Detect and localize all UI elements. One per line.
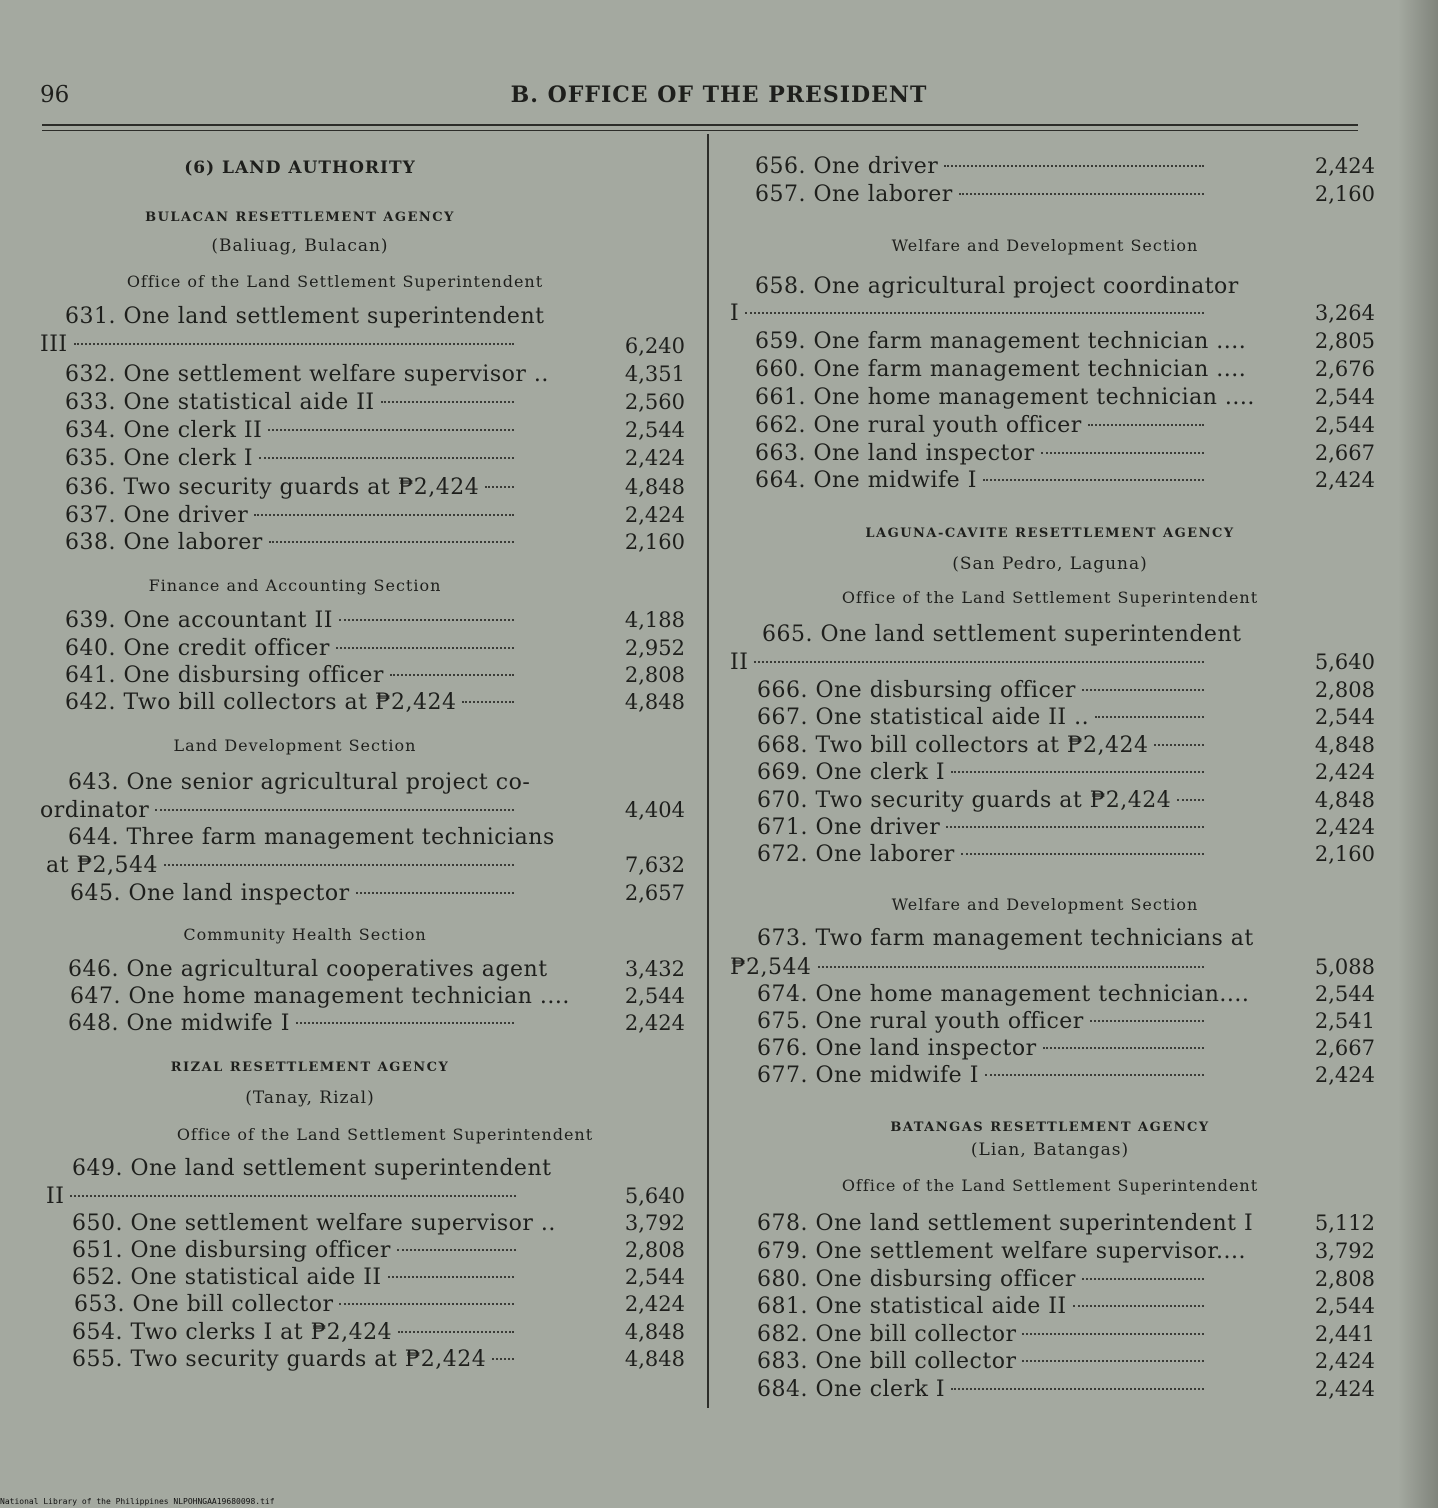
item-line xyxy=(755,468,1210,498)
item-amount: 2,544 xyxy=(1314,705,1375,729)
dot-leader xyxy=(356,892,514,894)
item-text: 650. One settlement welfare supervisor .. xyxy=(72,1211,556,1236)
item-text: 652. One statistical aide II xyxy=(72,1265,382,1290)
item-text: 644. Three farm management technicians xyxy=(68,825,555,850)
dot-leader xyxy=(944,165,1204,167)
item-text: 655. Two security guards at ₱2,424 xyxy=(72,1347,487,1372)
item-line xyxy=(65,636,520,666)
item-line xyxy=(68,1011,520,1041)
item-text: at ₱2,544 xyxy=(46,853,158,878)
dot-leader xyxy=(268,429,514,431)
item-amount: 4,848 xyxy=(624,1320,685,1344)
item-text: 645. One land inspector xyxy=(70,881,350,906)
item-amount: 4,848 xyxy=(1314,788,1375,812)
item-amount: 3,792 xyxy=(624,1211,685,1235)
item-text: 658. One agricultural project coordinator xyxy=(755,274,1239,299)
item-text: 641. One disbursing officer xyxy=(65,663,384,688)
item-line xyxy=(72,1211,556,1241)
item-text: 633. One statistical aide II xyxy=(65,390,375,415)
dot-leader xyxy=(985,1074,1204,1076)
item-amount: 4,848 xyxy=(1314,733,1375,757)
dot-leader xyxy=(1177,799,1204,801)
dot-leader xyxy=(818,966,1204,968)
item-text: 636. Two security guards at ₱2,424 xyxy=(65,475,480,500)
dot-leader xyxy=(961,853,1204,855)
item-text: 656. One driver xyxy=(755,154,939,179)
item-line xyxy=(757,842,1210,872)
item-text: 677. One midwife I xyxy=(757,1063,979,1088)
dot-leader xyxy=(398,1331,514,1333)
item-line xyxy=(755,413,1210,443)
item-line xyxy=(70,881,520,911)
item-amount: 2,424 xyxy=(1314,815,1375,839)
item-line xyxy=(755,329,1247,359)
item-text: II xyxy=(46,1184,65,1209)
item-amount: 2,160 xyxy=(624,530,685,554)
dot-leader xyxy=(296,1022,514,1024)
item-line xyxy=(40,332,520,362)
item-line xyxy=(757,788,1210,818)
subsection-heading: Office of the Land Settlement Superintendent xyxy=(841,588,1259,607)
item-text: 668. Two bill collectors at ₱2,424 xyxy=(757,733,1149,758)
item-text: 643. One senior agricultural project co- xyxy=(68,770,531,795)
item-amount: 2,808 xyxy=(624,663,685,687)
item-amount: 3,792 xyxy=(1314,1239,1375,1263)
agency-location: (Baliuag, Bulacan) xyxy=(211,236,389,256)
item-amount: 3,264 xyxy=(1314,301,1375,325)
item-text: 676. One land inspector xyxy=(757,1036,1037,1061)
item-text: 673. Two farm management technicians at xyxy=(757,926,1254,951)
subsection-heading: Land Development Section xyxy=(173,736,417,755)
item-line xyxy=(65,446,520,476)
item-amount: 2,160 xyxy=(1314,182,1375,206)
dot-leader xyxy=(951,771,1204,773)
item-line xyxy=(72,1347,520,1377)
item-line xyxy=(757,1377,1210,1407)
dot-leader xyxy=(1082,1278,1204,1280)
header-rule-thin xyxy=(42,130,1358,131)
item-amount: 2,424 xyxy=(1314,1349,1375,1373)
item-amount: 5,640 xyxy=(624,1184,685,1208)
item-text: 638. One laborer xyxy=(65,530,263,555)
item-line xyxy=(730,955,1210,985)
item-amount: 2,160 xyxy=(1314,842,1375,866)
item-line xyxy=(65,663,520,693)
item-text: 661. One home management technician .... xyxy=(755,385,1255,410)
subsection-heading: Welfare and Development Section xyxy=(891,236,1199,255)
item-text: 671. One driver xyxy=(757,815,941,840)
dot-leader xyxy=(259,457,514,459)
dot-leader xyxy=(485,486,514,488)
item-amount: 2,544 xyxy=(624,418,685,442)
item-text: 637. One driver xyxy=(65,503,249,528)
item-text: 662. One rural youth officer xyxy=(755,413,1082,438)
scan-edge-shadow xyxy=(1398,0,1438,1508)
dot-leader xyxy=(946,826,1204,828)
item-line xyxy=(65,475,520,505)
item-text: 631. One land settlement superintendent xyxy=(65,304,545,329)
item-amount: 2,805 xyxy=(1314,329,1375,353)
subsection-heading: Office of the Land Settlement Superintendent xyxy=(176,1125,594,1144)
item-text: 646. One agricultural cooperatives agent xyxy=(68,957,548,982)
item-amount: 3,432 xyxy=(624,957,685,981)
item-line xyxy=(65,390,520,420)
item-amount: 2,544 xyxy=(1314,982,1375,1006)
item-text: 663. One land inspector xyxy=(755,441,1035,466)
item-line xyxy=(757,1239,1246,1269)
item-text: 666. One disbursing officer xyxy=(757,678,1076,703)
item-text: 642. Two bill collectors at ₱2,424 xyxy=(65,690,457,715)
dot-leader xyxy=(339,1303,514,1305)
item-line xyxy=(755,385,1255,415)
item-amount: 4,848 xyxy=(624,690,685,714)
item-line xyxy=(757,1322,1210,1352)
dot-leader xyxy=(1022,1360,1204,1362)
item-line xyxy=(757,760,1210,790)
agency-location: (San Pedro, Laguna) xyxy=(952,554,1148,574)
dot-leader xyxy=(381,401,514,403)
item-text: 678. One land settlement superintendent I xyxy=(757,1211,1254,1236)
dot-leader xyxy=(155,809,514,811)
item-amount: 7,632 xyxy=(624,853,685,877)
item-amount: 2,544 xyxy=(624,984,685,1008)
column-divider xyxy=(707,134,709,1408)
dot-leader xyxy=(951,1388,1204,1390)
agency-heading: RIZAL RESETTLEMENT AGENCY xyxy=(170,1060,450,1075)
item-line xyxy=(757,1036,1210,1066)
item-amount: 4,351 xyxy=(624,362,685,386)
item-text: 640. One credit officer xyxy=(65,636,330,661)
item-amount: 2,424 xyxy=(1314,154,1375,178)
item-line xyxy=(65,503,520,533)
item-line xyxy=(65,690,520,720)
item-text: 664. One midwife I xyxy=(755,468,977,493)
item-text: 670. Two security guards at ₱2,424 xyxy=(757,788,1172,813)
item-line xyxy=(757,733,1210,763)
agency-heading: BULACAN RESETTLEMENT AGENCY xyxy=(145,210,455,225)
header-rule xyxy=(42,124,1358,126)
subsection-heading: Community Health Section xyxy=(183,925,427,944)
item-text: 674. One home management technician.... xyxy=(757,982,1250,1007)
item-amount: 2,808 xyxy=(1314,678,1375,702)
item-amount: 2,808 xyxy=(1314,1267,1375,1291)
item-amount: 2,657 xyxy=(624,881,685,905)
subsection-heading: Welfare and Development Section xyxy=(891,895,1199,914)
dot-leader xyxy=(397,1249,516,1251)
item-text: 680. One disbursing officer xyxy=(757,1267,1076,1292)
item-text: III xyxy=(40,332,68,357)
subsection-heading: Office of the Land Settlement Superintendent xyxy=(841,1176,1259,1195)
dot-leader xyxy=(269,541,514,543)
item-amount: 2,667 xyxy=(1314,1036,1375,1060)
item-line xyxy=(757,815,1210,845)
item-amount: 2,667 xyxy=(1314,441,1375,465)
item-text: 654. Two clerks I at ₱2,424 xyxy=(72,1320,393,1345)
item-amount: 4,188 xyxy=(624,608,685,632)
page-number: 96 xyxy=(40,82,70,108)
item-line xyxy=(757,705,1210,735)
section-title: (6) LAND AUTHORITY xyxy=(184,158,416,178)
item-line xyxy=(755,154,1210,184)
item-line xyxy=(730,301,1210,331)
item-text: 669. One clerk I xyxy=(757,760,946,785)
dot-leader xyxy=(74,343,514,345)
subsection-heading: Office of the Land Settlement Superintendent xyxy=(126,272,544,291)
dot-leader xyxy=(492,1358,514,1360)
item-amount: 4,848 xyxy=(624,475,685,499)
item-line xyxy=(70,984,570,1014)
item-amount: 2,541 xyxy=(1314,1009,1375,1033)
dot-leader xyxy=(390,674,514,676)
item-text: 665. One land settlement superintendent xyxy=(762,622,1242,647)
item-text: 684. One clerk I xyxy=(757,1377,946,1402)
item-line xyxy=(757,1267,1210,1297)
agency-heading: BATANGAS RESETTLEMENT AGENCY xyxy=(890,1120,1210,1135)
item-line xyxy=(68,957,548,987)
item-line xyxy=(46,853,520,883)
item-line xyxy=(65,530,520,560)
dot-leader xyxy=(1095,716,1204,718)
item-line xyxy=(72,1320,520,1350)
item-line xyxy=(65,418,520,448)
item-line xyxy=(755,357,1247,387)
item-amount: 6,240 xyxy=(624,334,685,358)
item-amount: 2,544 xyxy=(1314,1294,1375,1318)
item-line xyxy=(757,1294,1210,1324)
item-amount: 2,952 xyxy=(624,636,685,660)
item-text: 675. One rural youth officer xyxy=(757,1009,1084,1034)
item-text: II xyxy=(730,650,749,675)
dot-leader xyxy=(959,193,1204,195)
item-text: 682. One bill collector xyxy=(757,1322,1017,1347)
item-line xyxy=(757,1211,1254,1241)
dot-leader xyxy=(70,1195,516,1197)
item-amount: 2,560 xyxy=(624,390,685,414)
dot-leader xyxy=(1022,1333,1204,1335)
dot-leader xyxy=(254,514,514,516)
item-amount: 5,088 xyxy=(1314,955,1375,979)
item-text: 659. One farm management technician .... xyxy=(755,329,1247,354)
item-amount: 2,424 xyxy=(624,446,685,470)
item-line xyxy=(757,1349,1210,1379)
dot-leader xyxy=(164,864,514,866)
dot-leader xyxy=(1088,424,1204,426)
item-text: 657. One laborer xyxy=(755,182,953,207)
item-line xyxy=(74,1292,520,1322)
item-text: I xyxy=(730,301,740,326)
item-amount: 5,112 xyxy=(1314,1211,1375,1235)
item-line xyxy=(72,1265,520,1295)
dot-leader xyxy=(336,647,514,649)
item-text: ₱2,544 xyxy=(730,955,812,980)
item-text: 634. One clerk II xyxy=(65,418,263,443)
item-line xyxy=(755,441,1210,471)
item-line xyxy=(730,650,1210,680)
item-line xyxy=(757,1063,1210,1093)
dot-leader xyxy=(1041,452,1204,454)
item-amount: 2,424 xyxy=(624,1292,685,1316)
dot-leader xyxy=(1082,689,1204,691)
dot-leader xyxy=(388,1276,514,1278)
item-amount: 2,424 xyxy=(1314,468,1375,492)
item-amount: 2,424 xyxy=(1314,1377,1375,1401)
agency-location: (Lian, Batangas) xyxy=(970,1140,1130,1160)
subsection-heading: Finance and Accounting Section xyxy=(148,576,442,595)
dot-leader xyxy=(462,701,514,703)
item-text: ordinator xyxy=(40,798,150,823)
dot-leader xyxy=(1073,1305,1204,1307)
item-text: 649. One land settlement superintendent xyxy=(72,1156,552,1181)
dot-leader xyxy=(339,619,514,621)
dot-leader xyxy=(1154,744,1204,746)
item-amount: 2,544 xyxy=(1314,413,1375,437)
item-line xyxy=(65,362,549,392)
item-text: 651. One disbursing officer xyxy=(72,1238,391,1263)
item-text: 635. One clerk I xyxy=(65,446,254,471)
item-text: 679. One settlement welfare supervisor.... xyxy=(757,1239,1246,1264)
item-amount: 2,676 xyxy=(1314,357,1375,381)
item-text: 632. One settlement welfare supervisor .. xyxy=(65,362,549,387)
dot-leader xyxy=(745,312,1204,314)
dot-leader xyxy=(1090,1020,1204,1022)
item-amount: 2,441 xyxy=(1314,1322,1375,1346)
item-amount: 4,848 xyxy=(624,1347,685,1371)
dot-leader xyxy=(983,479,1204,481)
dot-leader xyxy=(754,661,1204,663)
item-text: 660. One farm management technician .... xyxy=(755,357,1247,382)
item-text: 681. One statistical aide II xyxy=(757,1294,1067,1319)
item-line xyxy=(757,1009,1210,1039)
item-amount: 5,640 xyxy=(1314,650,1375,674)
item-text: 683. One bill collector xyxy=(757,1349,1017,1374)
item-amount: 4,404 xyxy=(624,798,685,822)
item-line xyxy=(757,982,1250,1012)
scan-footer: National Library of the Philippines NLPOHNGAA19680098.tif xyxy=(0,1497,275,1506)
item-line xyxy=(72,1238,522,1268)
item-text: 672. One laborer xyxy=(757,842,955,867)
item-text: 667. One statistical aide II .. xyxy=(757,705,1090,730)
item-amount: 2,424 xyxy=(624,1011,685,1035)
item-amount: 2,424 xyxy=(624,503,685,527)
item-amount: 2,424 xyxy=(1314,1063,1375,1087)
item-amount: 2,544 xyxy=(624,1265,685,1289)
item-text: 653. One bill collector xyxy=(74,1292,334,1317)
item-amount: 2,424 xyxy=(1314,760,1375,784)
item-line xyxy=(757,678,1210,708)
item-amount: 2,544 xyxy=(1314,385,1375,409)
item-line xyxy=(46,1184,522,1214)
page-title: B. OFFICE OF THE PRESIDENT xyxy=(510,82,928,108)
item-line xyxy=(65,608,520,638)
item-text: 639. One accountant II xyxy=(65,608,333,633)
agency-location: (Tanay, Rizal) xyxy=(245,1088,375,1108)
item-text: 648. One midwife I xyxy=(68,1011,290,1036)
item-amount: 2,808 xyxy=(624,1238,685,1262)
item-line xyxy=(40,798,520,828)
item-line xyxy=(755,182,1210,212)
dot-leader xyxy=(1043,1047,1204,1049)
agency-heading: LAGUNA-CAVITE RESETTLEMENT AGENCY xyxy=(865,526,1235,541)
item-text: 647. One home management technician .... xyxy=(70,984,570,1009)
